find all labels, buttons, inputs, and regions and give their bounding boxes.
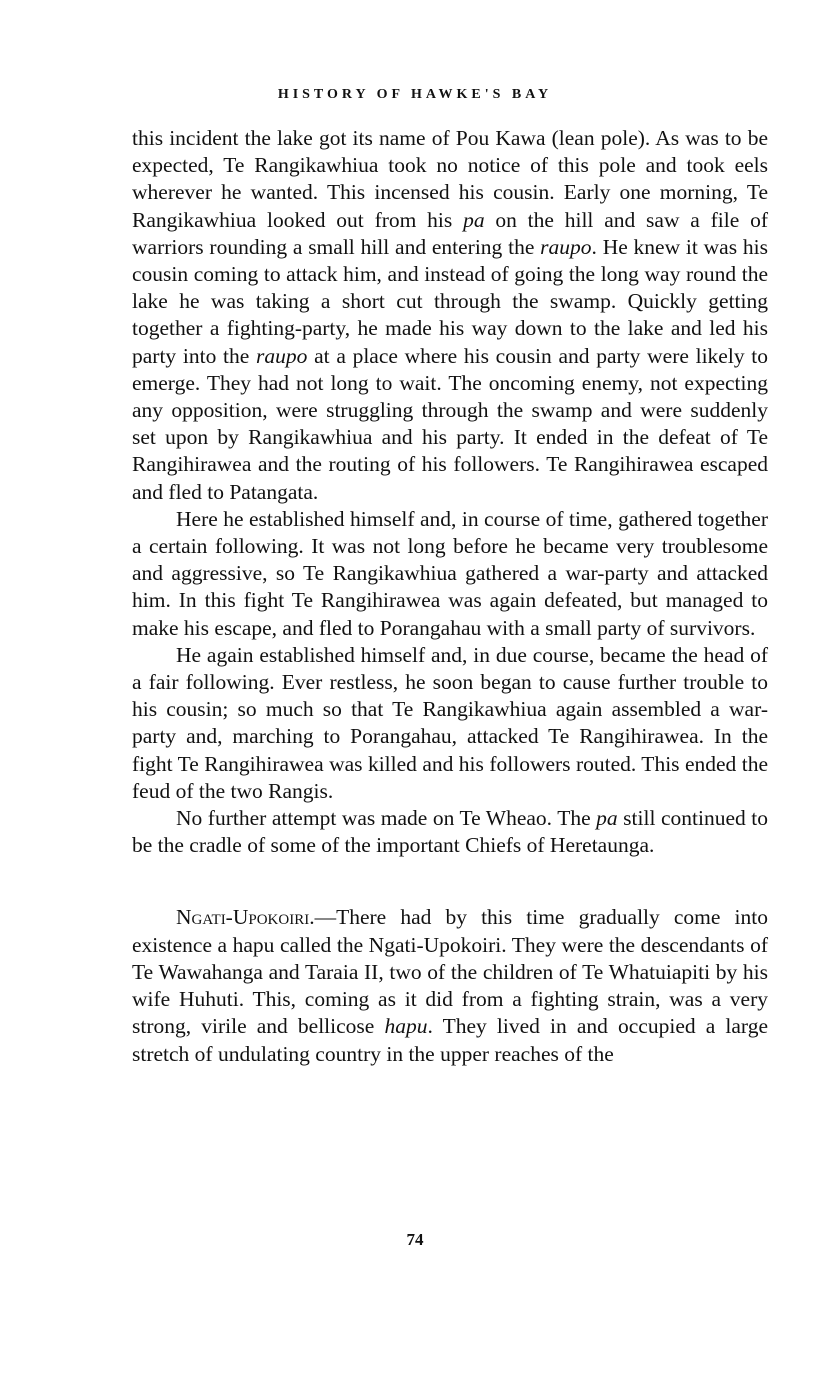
paragraph	[132, 506, 768, 642]
italic-term: raupo	[540, 234, 592, 259]
text-run: Here he established himself and, in course of time, gathered together a certain following. It was not long before he became very troublesome and aggressive, so Te Rangikawhiua gathered a war-party and attacked him. In this fight Te Rangihirawea was again defeated, but managed to make his escape, and fled to Porangahau with a small party of survivors.	[132, 506, 768, 640]
italic-term: pa	[596, 806, 618, 831]
text-run: He again established himself and, in due course, became the head of a fair following. Ever restless, he soon began to cause further trouble to his cousin; so much so that Te Rangikawhiua again assembled a war-party and, marching to Porangahau, attacked Te Rangihirawea. In the fight Te Rangihirawea was killed and his followers routed. This ended the feud of the two Rangis.	[132, 642, 768, 803]
text-run: this incident the lake got its name of Pou Kawa (lean pole). As was to be expected, Te Rangikawhiua took no notice of this pole and took eels wherever he wanted. This incensed his cousin. Early one morning, Te Rangikawhiua looked out from his	[132, 126, 768, 232]
running-head: HISTORY OF HAWKE'S BAY	[277, 87, 553, 102]
paragraph	[132, 125, 768, 506]
italic-term: pa	[463, 207, 485, 232]
text-run: . They lived in and occupied a large stretch of undulating country in the upper reaches of the	[132, 1014, 768, 1066]
text-run: still continued to be the cradle of some of the important Chiefs of Heretaunga.	[132, 806, 768, 858]
text-run: on the hill and saw a file of warriors rounding a small hill and entering the	[132, 207, 768, 259]
text-run: —There had by this time gradually come into existence a hapu called the Ngati-Upokoiri. They were the descendants of Te Wawahanga and Taraia II, two of the children of Te Whatuiapiti by his wife Huhuti. This, coming as it did from a fighting strain, was a very strong, virile and bellicose	[132, 905, 768, 1039]
page-number: 74	[406, 1230, 424, 1249]
text-run: at a place where his cousin and party were likely to emerge. They had not long to wait. The oncoming enemy, not expecting any opposition, were struggling through the swamp and were suddenly set upon by Rangikawhiua and his party. It ended in the defeat of Te Rangihirawea and the routing of his followers. Te Rangihirawea escaped and fled to Patangata.	[132, 343, 768, 504]
italic-term: hapu	[384, 1014, 428, 1039]
section-paragraph	[132, 904, 768, 1067]
text-run: . He knew it was his cousin coming to attack him, and instead of going the long way round the lake he was taking a short cut through the swamp. Quickly getting together a fighting-party, he made his way down to the lake and led his party into the	[132, 234, 768, 368]
body-text	[132, 125, 768, 1068]
paragraph	[132, 642, 768, 805]
text-run: No further attempt was made on Te Wheao. The	[176, 806, 597, 831]
paragraph	[132, 805, 768, 859]
italic-term: raupo	[256, 343, 308, 368]
section-heading: Ngati-Upokoiri.	[176, 905, 315, 930]
